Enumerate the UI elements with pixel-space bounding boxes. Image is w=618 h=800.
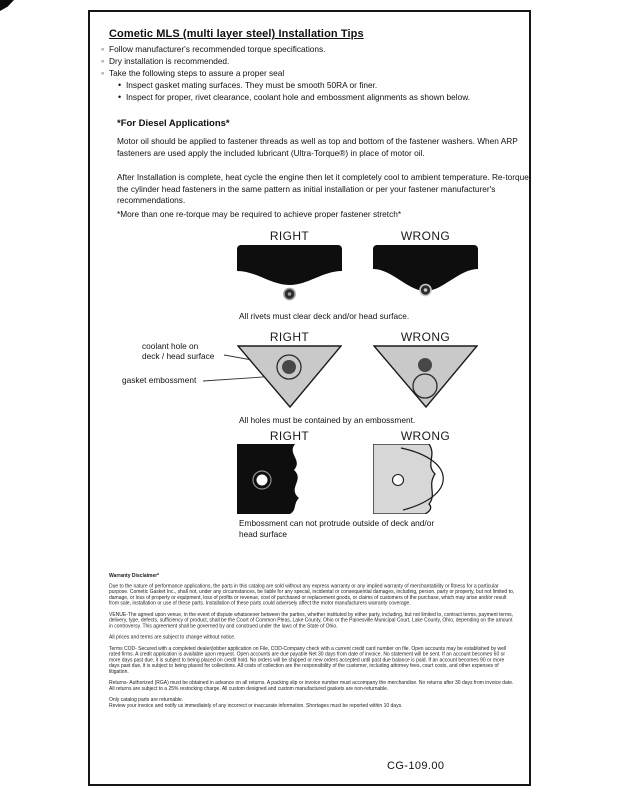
list-item (101, 55, 521, 67)
diagram-area (90, 226, 533, 548)
right-header: RIGHT (269, 330, 310, 344)
rivet-clear-wrong-diagram (373, 245, 478, 303)
open-bullet-icon: ◦ (101, 56, 105, 66)
wrong-header: WRONG (400, 229, 451, 243)
coolant-hole-shape (418, 358, 432, 372)
rivet-caption: All rivets must clear deck and/or head surface. (239, 311, 410, 321)
rivet-clear-right-diagram (237, 245, 342, 303)
warranty-section (109, 573, 515, 765)
bolt-hole-shape (257, 475, 268, 486)
embossment-contain-wrong-diagram (373, 345, 478, 409)
catalog-page-code: CG-109.00 (387, 760, 445, 772)
embossment-caption: Embossment can not protrude outside of deck and/or head surface (239, 518, 435, 539)
warranty-paragraph: Due to the nature of performance applications, the parts in this catalog are sold without any express warranty or any implied warranty of merchantability or fitness for a particular purpose. Cometic Gasket Inc., shall not, under any circumstances, be liable for any special, incidental or consequential damages, including, person, party or property, but not limited to, damage, or loss of property or equipment, loss of profits or revenue, cost of purchased or replacement goods, or claims of customers of the purchase, which may arise and/or result from sale, installation or use of these parts. Installation of these parts could adversely affect the motor manufacturers warranty coverage. (109, 583, 515, 606)
right-header: RIGHT (269, 429, 310, 443)
rivet-center-shape (288, 292, 292, 296)
wrong-header: WRONG (400, 429, 451, 443)
holes-caption: All holes must be contained by an embossment. (239, 415, 416, 425)
returnable-line: Only catalog parts are returnable. (109, 697, 184, 703)
embossment-contain-right-diagram (237, 345, 342, 409)
right-header: RIGHT (269, 229, 310, 243)
coolant-hole-shape (282, 360, 296, 374)
diesel-applications-heading: *For Diesel Applications* (117, 118, 230, 129)
filled-bullet-icon: • (118, 92, 122, 102)
tip-text: Inspect for proper, rivet clearance, coolant hole and embossment alignments as shown below. (126, 92, 471, 102)
scan-artifact-mark (0, 0, 14, 11)
list-item (101, 43, 521, 55)
prices-paragraph: All prices and terms are subject to change without notice. (109, 634, 236, 640)
review-invoice-line: Review your invoice and notify us immediately of any incorrect or inaccurate information. Shortages must be reported within 10 days. (109, 702, 403, 709)
embossment-edge-right-diagram (237, 444, 342, 514)
filled-bullet-icon: • (118, 80, 122, 90)
open-bullet-icon: ◦ (101, 44, 105, 54)
bolt-hole-shape (393, 475, 404, 486)
terms-paragraph: Terms COD- Secured with a completed dealer/jobber application on File, COD-Company check with a current credit card number on file. Open accounts may be established by well rated firms. A credit application is available upon request. Open accounts are due payable Net 30 days from date of invoice. No statement will be sent. If an account becomes 60 or more days past due, it is subject to being placed on credit hold. No orders will be shipped or new orders accepted until past due balance is paid. If an account becomes 90 or more days past due, it is subject to being placed for collections. All costs of collection are the responsibility of the customer, including attorney fees, court costs, and other expenses of litigation. (109, 645, 507, 675)
coolant-hole-label-line2: deck / head surface (142, 351, 215, 361)
list-sub-item (101, 91, 521, 103)
diesel-paragraph: Motor oil should be applied to fastener threads as well as top and bottom of the fastener washers. When ARP fasteners are used apply the included lubricant (Ultra-Torque®) in place of motor oil. (117, 136, 518, 158)
page-border-frame (88, 10, 531, 786)
page-title: Cometic MLS (multi layer steel) Installation Tips (109, 28, 364, 41)
warranty-heading: Warranty Disclaimer* (109, 573, 160, 579)
tip-text: Take the following steps to assure a proper seal (109, 68, 285, 78)
heat-cycle-paragraph: After Installation is complete, heat cycle the engine then let it completely cool to ambient temperature. Re-torque the cylinder head fasteners in the same pattern as initial installation or per your fastener manufacturer's recommendations. (117, 172, 529, 205)
deck-edge-shape (237, 444, 299, 514)
list-sub-item (101, 79, 521, 91)
coolant-hole-label-line1: coolant hole on (142, 341, 199, 351)
open-bullet-icon: ◦ (101, 68, 105, 78)
installation-tips-list (101, 43, 521, 103)
tip-text: Inspect gasket mating surfaces. They must be smooth 50RA or finer. (126, 80, 378, 90)
embossment-edge-wrong-diagram (373, 444, 478, 514)
rivet-center-shape (424, 288, 428, 292)
venue-paragraph: VENUE-The agreed upon venue, in the event of dispute whatsoever between the parties, whether instituted by either party, including, but not limited to, contract terms, payment terms, delivery, type, defects, sufficiency of product, shall be the Court of Common Pleas, Lake County, Ohio or the Painesville Municipal Court, Lake County, Ohio, depending on the amount in controversy. This agreement shall be governed by and construed under the laws of the State of Ohio. (109, 611, 514, 629)
returns-paragraph: Returns- Authorized (RGA) must be obtained in advance on all returns. A packing slip or invoice number must accompany the merchandise. No returns after 30 days from invoice date. All returns are subject to a 25% restocking charge. All custom designed and custom manufactured gaskets are non-returnable. (109, 680, 514, 692)
list-item (101, 67, 521, 79)
tip-text: Dry installation is recommended. (109, 56, 230, 66)
wrong-header: WRONG (400, 330, 451, 344)
deck-surface-shape (237, 245, 342, 285)
coolant-hole-label (142, 341, 214, 361)
retorque-note: *More than one re-torque may be required to achieve proper fastener stretch* (117, 209, 402, 219)
tip-text: Follow manufacturer's recommended torque specifications. (109, 44, 326, 54)
deck-edge-shape (373, 444, 435, 514)
gasket-embossment-label: gasket embossment (122, 375, 197, 385)
